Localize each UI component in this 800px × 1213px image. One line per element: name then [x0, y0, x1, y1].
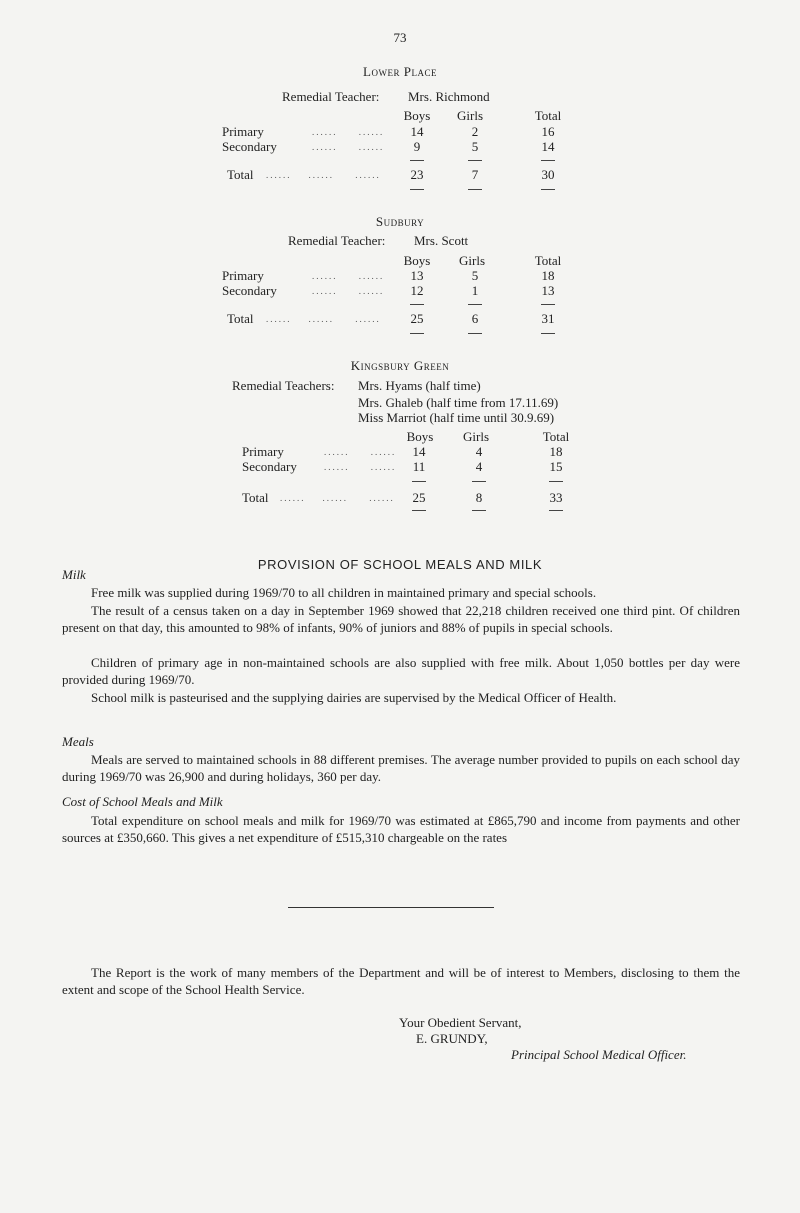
leader-dots: ...... ...... ......: [280, 493, 395, 503]
cell-girls: 6: [471, 311, 479, 326]
row-label: Primary: [242, 444, 284, 459]
cell-girls: 4: [475, 459, 483, 474]
table-heading-lower-place: Lower Place: [363, 64, 437, 79]
leader-dots: ...... ......: [324, 462, 397, 472]
leader-dots: ...... ......: [312, 271, 385, 281]
sum-rule: [541, 189, 555, 190]
cost-heading: Cost of School Meals and Milk: [62, 794, 223, 809]
cell-boys: 13: [410, 268, 424, 283]
cell-total: 33: [549, 490, 563, 505]
leader-dots: ...... ...... ......: [266, 170, 381, 180]
sum-rule: [472, 481, 486, 482]
milk-paragraph: School milk is pasteurised and the supplying dairies are supervised by the Medical Officer of Health.: [91, 690, 617, 705]
sum-rule: [410, 304, 424, 305]
signatory-name: E. GRUNDY,: [416, 1031, 488, 1046]
sum-rule: [410, 189, 424, 190]
cell-boys: 9: [413, 139, 421, 154]
column-header-total: Total: [542, 429, 570, 444]
cell-total: 18: [549, 444, 563, 459]
column-header-girls: Girls: [457, 108, 483, 123]
leader-dots: ...... ...... ......: [266, 314, 381, 324]
teacher-name: Mrs. Ghaleb (half time from 17.11.69): [358, 395, 559, 410]
cell-boys: 25: [412, 490, 426, 505]
cell-boys: 11: [412, 459, 426, 474]
cell-total: 31: [541, 311, 555, 326]
milk-paragraph: Children of primary age in non-maintained schools are also supplied with free milk. About 1,050 bottles per day were provided during 1969/70.: [62, 655, 740, 687]
teacher-label: Remedial Teacher:: [282, 89, 380, 104]
sum-rule: [410, 160, 424, 161]
milk-paragraph: Free milk was supplied during 1969/70 to all children in maintained primary and special schools.: [91, 585, 597, 600]
row-label: Secondary: [222, 283, 277, 298]
meals-heading: Meals: [62, 734, 94, 749]
cell-total: 15: [549, 459, 563, 474]
sum-rule: [468, 333, 482, 334]
salutation: Your Obedient Servant,: [399, 1015, 522, 1030]
row-label: Secondary: [222, 139, 277, 154]
sum-rule: [468, 189, 482, 190]
closing-paragraph: The Report is the work of many members of the Department and will be of interest to Members, disclosing to them the extent and scope of the School Health Service.: [62, 965, 740, 997]
cell-total: 16: [541, 124, 555, 139]
meals-paragraph: Meals are served to maintained schools in 88 different premises. The average number provided to pupils on each school day during 1969/70 was 26,900 and during holidays, 360 per day.: [62, 752, 740, 784]
cell-boys: 14: [412, 444, 426, 459]
leader-dots: ...... ......: [312, 142, 385, 152]
row-label: Primary: [222, 124, 264, 139]
leader-dots: ...... ......: [312, 286, 385, 296]
table-heading-kingsbury-green: Kingsbury Green: [350, 358, 450, 373]
milk-heading: Milk: [62, 567, 86, 582]
cell-boys: 25: [410, 311, 424, 326]
table-heading-sudbury: Sudbury: [375, 214, 425, 229]
total-label: Total: [227, 167, 254, 182]
cell-boys: 14: [410, 124, 424, 139]
teacher-name: Mrs. Hyams (half time): [358, 378, 481, 393]
cell-boys: 12: [410, 283, 424, 298]
total-label: Total: [242, 490, 269, 505]
cost-paragraph: Total expenditure on school meals and milk for 1969/70 was estimated at £865,790 and income from payments and other sources at £350,660. This gives a net expenditure of £515,310 chargeable on the rates: [62, 813, 740, 845]
column-header-boys: Boys: [403, 108, 431, 123]
section-title: PROVISION OF SCHOOL MEALS AND MILK: [257, 557, 543, 572]
sum-rule: [468, 160, 482, 161]
column-header-boys: Boys: [406, 429, 434, 444]
cell-girls: 7: [471, 167, 479, 182]
sum-rule: [541, 304, 555, 305]
divider: [288, 907, 494, 908]
cell-total: 18: [541, 268, 555, 283]
cell-girls: 1: [471, 283, 479, 298]
cell-total: 13: [541, 283, 555, 298]
signatory-title: Principal School Medical Officer.: [511, 1047, 687, 1062]
teacher-label: Remedial Teacher:: [288, 233, 386, 248]
teacher-name: Mrs. Scott: [414, 233, 469, 248]
sum-rule: [412, 481, 426, 482]
cell-girls: 8: [475, 490, 483, 505]
cell-total: 30: [541, 167, 555, 182]
cell-girls: 4: [475, 444, 483, 459]
teacher-name: Miss Marriot (half time until 30.9.69): [358, 410, 555, 425]
column-header-girls: Girls: [459, 253, 485, 268]
page-number: 73: [393, 30, 407, 45]
sum-rule: [412, 510, 426, 511]
column-header-girls: Girls: [463, 429, 489, 444]
cell-boys: 23: [410, 167, 424, 182]
total-label: Total: [227, 311, 254, 326]
leader-dots: ...... ......: [324, 447, 397, 457]
row-label: Primary: [222, 268, 264, 283]
column-header-total: Total: [534, 253, 562, 268]
milk-paragraph: The result of a census taken on a day in September 1969 showed that 22,218 children received one third pint. Of children present on that day, this amounted to 98% of infants, 90% of juniors and 88% of pupils in special schools.: [62, 603, 740, 635]
row-label: Secondary: [242, 459, 297, 474]
sum-rule: [410, 333, 424, 334]
teacher-label: Remedial Teachers:: [232, 378, 335, 393]
column-header-total: Total: [534, 108, 562, 123]
sum-rule: [549, 481, 563, 482]
teacher-name: Mrs. Richmond: [408, 89, 490, 104]
cell-girls: 5: [471, 268, 479, 283]
leader-dots: ...... ......: [312, 127, 385, 137]
sum-rule: [541, 160, 555, 161]
cell-girls: 2: [471, 124, 479, 139]
sum-rule: [541, 333, 555, 334]
column-header-boys: Boys: [403, 253, 431, 268]
sum-rule: [468, 304, 482, 305]
cell-girls: 5: [471, 139, 479, 154]
cell-total: 14: [541, 139, 555, 154]
sum-rule: [472, 510, 486, 511]
sum-rule: [549, 510, 563, 511]
